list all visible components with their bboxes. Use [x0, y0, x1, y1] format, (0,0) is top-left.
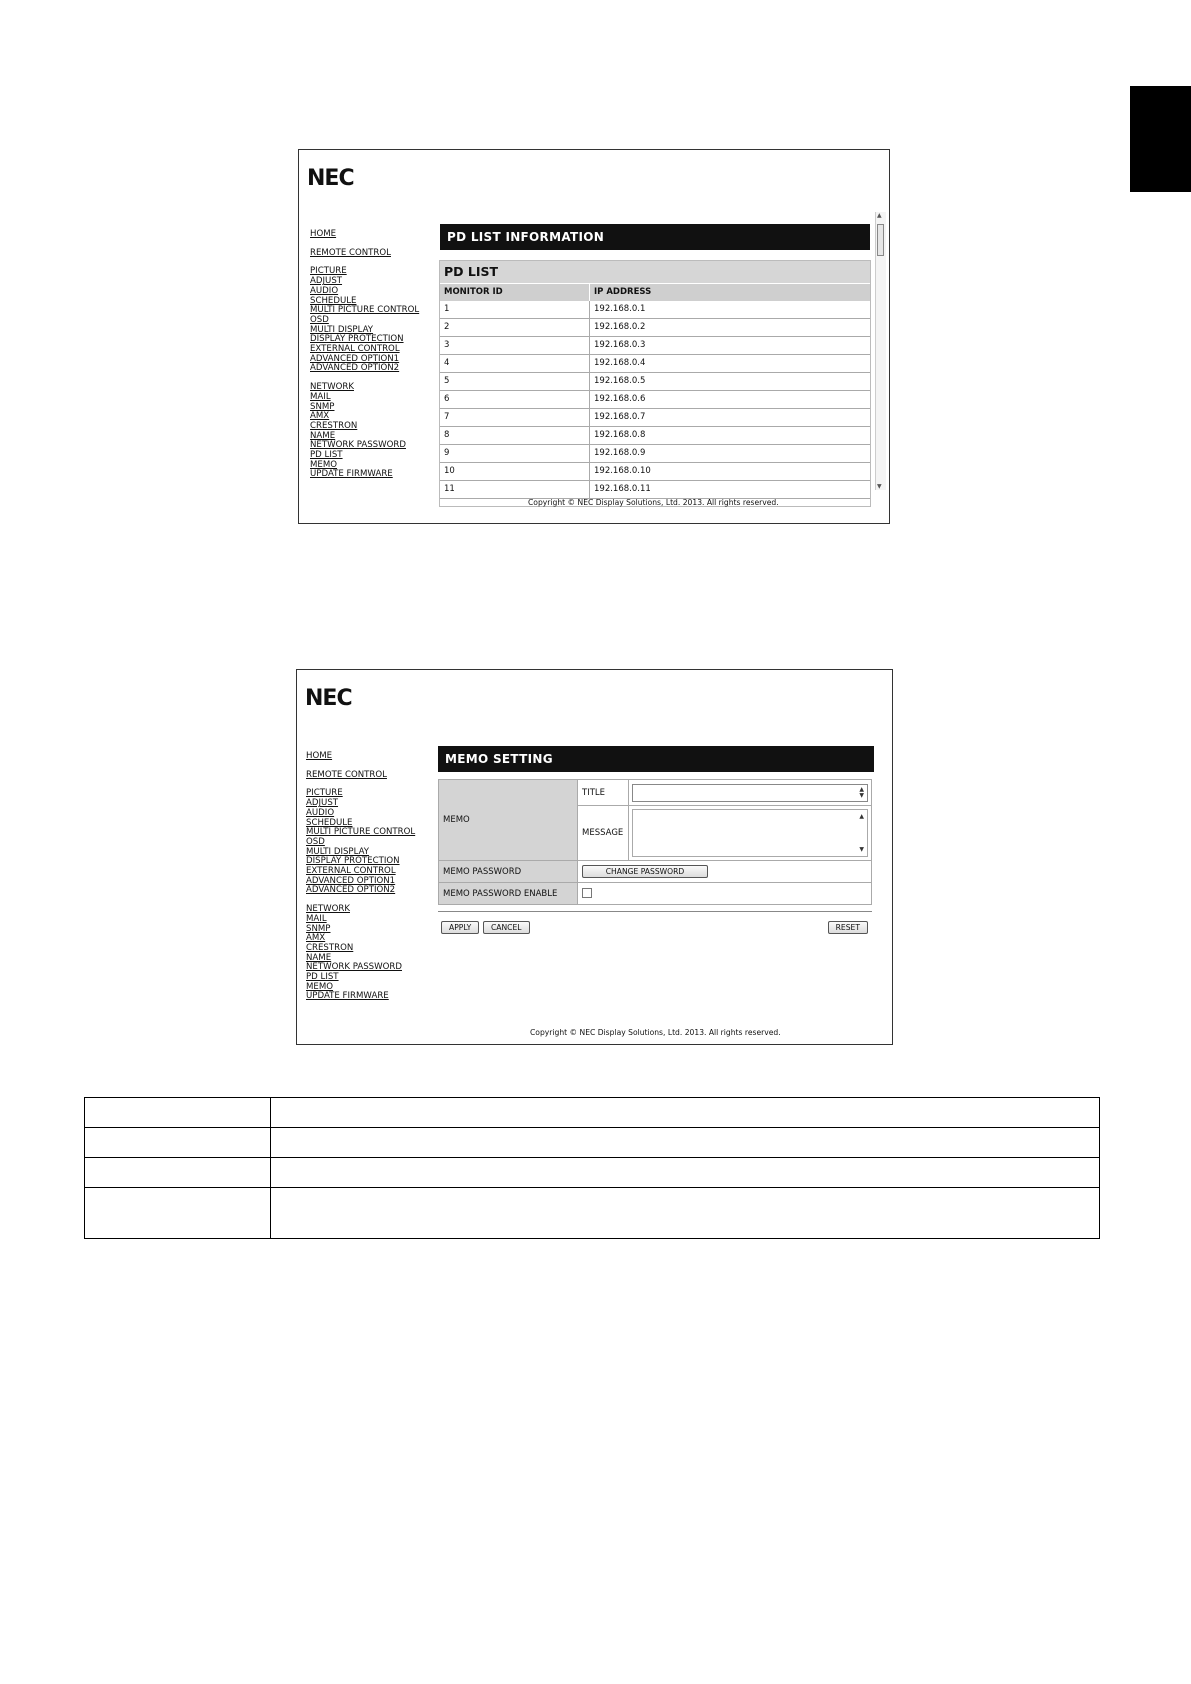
table-row: [440, 373, 870, 391]
memo-label: MEMO: [439, 780, 578, 861]
ip-address-cell: 192.168.0.11: [594, 484, 651, 494]
ip-address-cell: 192.168.0.10: [594, 466, 651, 476]
nav-link-advanced-option1[interactable]: ADVANCED OPTION1: [306, 875, 396, 886]
page-side-tab: [1130, 86, 1191, 192]
nav-link-network[interactable]: NETWORK: [306, 904, 350, 915]
panel-title: MEMO SETTING: [438, 746, 874, 772]
description-value-cell: [271, 1158, 1100, 1188]
table-row: [440, 337, 870, 355]
monitor-id-cell: 2: [440, 319, 590, 336]
message-scroll-icon[interactable]: ▲: [859, 813, 864, 820]
ip-address-cell: 192.168.0.5: [594, 376, 646, 386]
ip-address-cell: 192.168.0.9: [594, 448, 646, 458]
nav-link-display-protection[interactable]: DISPLAY PROTECTION: [306, 856, 400, 867]
nav-link-update-firmware[interactable]: UPDATE FIRMWARE: [310, 469, 393, 480]
monitor-id-cell: 7: [440, 409, 590, 426]
message-textarea[interactable]: [632, 809, 868, 857]
column-ip-address: IP ADDRESS: [594, 287, 652, 297]
pd-list-rows[interactable]: [440, 301, 870, 506]
table-row: [440, 319, 870, 337]
ip-address-cell: 192.168.0.4: [594, 358, 646, 368]
description-value-cell: [271, 1128, 1100, 1158]
reset-button[interactable]: RESET: [828, 921, 868, 934]
table-row: [440, 391, 870, 409]
nav-link-schedule[interactable]: SCHEDULE: [306, 817, 353, 828]
description-value-cell: [271, 1188, 1100, 1239]
nav-link-display-protection[interactable]: DISPLAY PROTECTION: [310, 334, 404, 345]
nav-link-name[interactable]: NAME: [310, 430, 336, 441]
nav-link-network-password[interactable]: NETWORK PASSWORD: [310, 440, 406, 451]
scroll-up-arrow-icon[interactable]: ▲: [877, 212, 882, 219]
nav-link-picture[interactable]: PICTURE: [306, 788, 343, 799]
nav-link-update-firmware[interactable]: UPDATE FIRMWARE: [306, 991, 389, 1002]
side-navigation: [306, 752, 415, 1002]
description-row: [85, 1098, 1100, 1128]
pd-list-scrollbar[interactable]: [875, 212, 886, 490]
cancel-button[interactable]: CANCEL: [483, 921, 530, 934]
copyright-text: Copyright © NEC Display Solutions, Ltd. 2013. All rights reserved.: [528, 498, 779, 507]
description-key-cell: [85, 1158, 271, 1188]
nav-link-pd-list[interactable]: PD LIST: [306, 972, 339, 983]
nav-link-amx[interactable]: AMX: [306, 933, 326, 944]
nav-link-pd-list[interactable]: PD LIST: [310, 450, 343, 461]
nav-link-adjust[interactable]: ADJUST: [310, 276, 343, 287]
nav-link-network[interactable]: NETWORK: [310, 382, 354, 393]
nav-link-crestron[interactable]: CRESTRON: [310, 420, 358, 431]
nav-link-picture[interactable]: PICTURE: [310, 266, 347, 277]
nav-link-multi-picture-control[interactable]: MULTI PICTURE CONTROL: [310, 305, 420, 316]
description-table: [84, 1097, 1100, 1239]
monitor-id-cell: 3: [440, 337, 590, 354]
monitor-id-cell: 4: [440, 355, 590, 372]
message-scroll-down-icon[interactable]: ▼: [859, 846, 864, 853]
description-row: [85, 1188, 1100, 1239]
pd-list-table: [439, 260, 871, 507]
ip-address-cell: 192.168.0.7: [594, 412, 646, 422]
ip-address-cell: 192.168.0.2: [594, 322, 646, 332]
table-row: [440, 445, 870, 463]
pd-list-information-header: [440, 224, 870, 250]
panel-title: PD LIST INFORMATION: [440, 224, 870, 250]
nav-link-multi-picture-control[interactable]: MULTI PICTURE CONTROL: [306, 827, 416, 838]
nav-link-osd[interactable]: OSD: [306, 836, 325, 847]
nav-link-schedule[interactable]: SCHEDULE: [310, 295, 357, 306]
description-value-cell: [271, 1098, 1100, 1128]
monitor-id-cell: 9: [440, 445, 590, 462]
nav-link-advanced-option1[interactable]: ADVANCED OPTION1: [310, 353, 400, 364]
monitor-id-cell: 1: [440, 301, 590, 318]
description-key-cell: [85, 1188, 271, 1239]
column-monitor-id: MONITOR ID: [440, 284, 590, 301]
nav-link-snmp[interactable]: SNMP: [306, 923, 331, 934]
apply-button[interactable]: APPLY: [441, 921, 479, 934]
nav-link-remote-control[interactable]: REMOTE CONTROL: [306, 769, 387, 780]
action-bar: [438, 911, 872, 934]
nec-logo: NEC: [305, 686, 352, 711]
monitor-id-cell: 6: [440, 391, 590, 408]
side-navigation: [310, 230, 419, 480]
memo-password-enable-checkbox[interactable]: [582, 888, 592, 898]
nav-link-external-control[interactable]: EXTERNAL CONTROL: [310, 344, 400, 355]
nav-link-mail[interactable]: MAIL: [310, 391, 331, 402]
title-spin-icon[interactable]: ▲ ▼: [859, 785, 864, 799]
title-input[interactable]: [632, 784, 868, 802]
scroll-down-arrow-icon[interactable]: ▼: [877, 483, 882, 490]
description-key-cell: [85, 1128, 271, 1158]
table-row: [440, 481, 870, 499]
nav-link-advanced-option2[interactable]: ADVANCED OPTION2: [306, 885, 396, 896]
nav-link-memo[interactable]: MEMO: [310, 459, 338, 470]
table-row: [440, 355, 870, 373]
monitor-id-cell: 11: [440, 481, 590, 498]
pd-list-screenshot: [298, 149, 890, 524]
monitor-id-cell: 8: [440, 427, 590, 444]
message-label: MESSAGE: [578, 806, 629, 861]
nav-link-snmp[interactable]: SNMP: [310, 401, 335, 412]
description-row: [85, 1158, 1100, 1188]
nav-link-memo[interactable]: MEMO: [306, 981, 334, 992]
memo-password-enable-label: MEMO PASSWORD ENABLE: [439, 883, 578, 905]
pd-list-title: PD LIST: [440, 261, 870, 284]
nav-link-advanced-option2[interactable]: ADVANCED OPTION2: [310, 363, 400, 374]
description-key-cell: [85, 1098, 271, 1128]
monitor-id-cell: 10: [440, 463, 590, 480]
nav-link-audio[interactable]: AUDIO: [310, 285, 339, 296]
table-row: [440, 301, 870, 319]
nav-link-remote-control[interactable]: REMOTE CONTROL: [310, 247, 391, 258]
ip-address-cell: 192.168.0.6: [594, 394, 646, 404]
nav-link-audio[interactable]: AUDIO: [306, 807, 335, 818]
description-row: [85, 1128, 1100, 1158]
nav-link-crestron[interactable]: CRESTRON: [306, 942, 354, 953]
table-row: [440, 463, 870, 481]
nav-link-home[interactable]: HOME: [310, 229, 337, 239]
nav-link-external-control[interactable]: EXTERNAL CONTROL: [306, 866, 396, 877]
nav-link-osd[interactable]: OSD: [310, 314, 329, 325]
nav-link-multi-display[interactable]: MULTI DISPLAY: [310, 324, 374, 335]
memo-password-label: MEMO PASSWORD: [439, 861, 578, 883]
table-row: [440, 409, 870, 427]
scrollbar-thumb[interactable]: [877, 224, 884, 256]
nav-link-name[interactable]: NAME: [306, 952, 332, 963]
monitor-id-cell: 5: [440, 373, 590, 390]
change-password-button[interactable]: CHANGE PASSWORD: [582, 865, 708, 878]
ip-address-cell: 192.168.0.1: [594, 304, 646, 314]
copyright-text: Copyright © NEC Display Solutions, Ltd. 2013. All rights reserved.: [530, 1028, 781, 1037]
ip-address-cell: 192.168.0.8: [594, 430, 646, 440]
nav-link-network-password[interactable]: NETWORK PASSWORD: [306, 962, 402, 973]
nav-link-mail[interactable]: MAIL: [306, 913, 327, 924]
nav-link-amx[interactable]: AMX: [310, 411, 330, 422]
pd-list-column-headers: [440, 284, 870, 301]
table-row: [440, 427, 870, 445]
title-label: TITLE: [578, 780, 629, 806]
memo-setting-form: [438, 779, 872, 905]
memo-setting-header: [438, 746, 874, 772]
nav-link-adjust[interactable]: ADJUST: [306, 798, 339, 809]
memo-setting-screenshot: [296, 669, 893, 1045]
nec-logo: NEC: [307, 166, 354, 191]
ip-address-cell: 192.168.0.3: [594, 340, 646, 350]
nav-link-home[interactable]: HOME: [306, 751, 333, 761]
nav-link-multi-display[interactable]: MULTI DISPLAY: [306, 846, 370, 857]
